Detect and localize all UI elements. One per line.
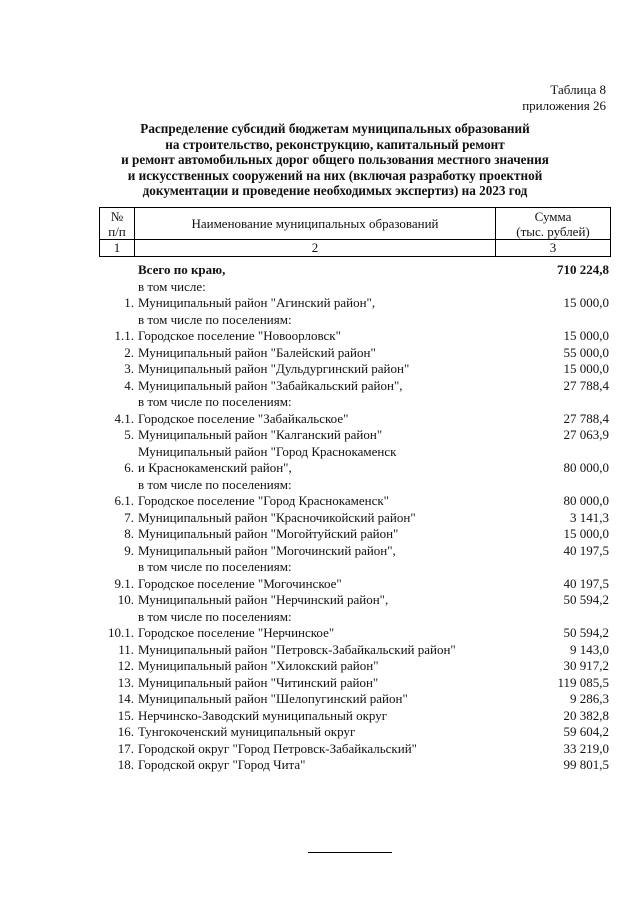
row-name: Муниципальный район "Забайкальский район", xyxy=(138,377,403,393)
table-row xyxy=(99,559,611,576)
table-row xyxy=(99,394,611,411)
row-sum: 27 788,4 xyxy=(563,410,609,426)
row-number: 18. xyxy=(117,757,134,772)
table-row xyxy=(99,427,611,444)
row-sum: 15 000,0 xyxy=(563,361,609,376)
table-row xyxy=(99,576,611,593)
table-row xyxy=(99,411,611,428)
row-name: Тунгокоченский муниципальный округ xyxy=(138,724,356,739)
row-name: в том числе по поселениям: xyxy=(138,394,292,409)
header-number: № п/п xyxy=(100,208,135,240)
table-row xyxy=(99,312,611,329)
appendix-reference: приложения 26 xyxy=(522,98,606,113)
row-number: 10.1. xyxy=(108,625,134,640)
row-name: Всего по краю, xyxy=(138,262,226,277)
header-index-3: 3 xyxy=(496,240,611,257)
table-row xyxy=(99,675,611,692)
row-number: 3. xyxy=(124,361,134,376)
table-row xyxy=(99,493,611,510)
title-line: и искусственных сооружений на них (включая разработку проектной xyxy=(127,167,543,183)
row-number: 7. xyxy=(124,509,134,525)
title-line: и ремонт автомобильных дорог общего пользования местного значения xyxy=(121,152,549,168)
table-row xyxy=(99,757,611,774)
row-name: в том числе по поселениям: xyxy=(138,559,292,574)
footer-divider xyxy=(308,852,392,853)
table-caption xyxy=(522,82,606,114)
row-name: Муниципальный район "Петровск-Забайкальский район" xyxy=(138,641,456,657)
row-sum: 33 219,0 xyxy=(563,740,609,756)
table-row xyxy=(99,642,611,659)
row-number: 2. xyxy=(124,344,134,360)
table-row xyxy=(99,724,611,741)
row-sum: 40 197,5 xyxy=(563,542,609,558)
row-sum: 15 000,0 xyxy=(563,526,609,541)
row-number: 17. xyxy=(117,740,134,756)
row-sum: 50 594,2 xyxy=(563,592,609,607)
header-name: Наименование муниципальных образований xyxy=(135,208,496,240)
row-number: 14. xyxy=(117,691,134,706)
row-number: 6.1. xyxy=(114,493,134,508)
table-row xyxy=(99,526,611,543)
row-number: 15. xyxy=(117,707,134,723)
row-name: Муниципальный район "Могойтуйский район" xyxy=(138,526,399,541)
row-name: в том числе по поселениям: xyxy=(138,311,292,327)
row-sum: 27 063,9 xyxy=(563,427,609,442)
row-name: Муниципальный район "Нерчинский район", xyxy=(138,592,389,607)
row-number: 13. xyxy=(117,674,134,690)
row-sum: 20 382,8 xyxy=(563,707,609,723)
row-number: 16. xyxy=(117,724,134,739)
row-sum: 30 917,2 xyxy=(563,658,609,673)
row-sum: 27 788,4 xyxy=(563,377,609,393)
row-sum: 710 224,8 xyxy=(557,262,609,277)
row-name: Муниципальный район "Хилокский район" xyxy=(138,658,379,673)
header-index-1: 1 xyxy=(100,240,135,257)
row-number: 5. xyxy=(124,427,134,442)
row-name: Муниципальный район "Калганский район" xyxy=(138,427,383,442)
table-row xyxy=(99,279,611,296)
row-sum: 99 801,5 xyxy=(563,757,609,772)
header-index-2: 2 xyxy=(135,240,496,257)
row-name: Городское поселение "Нерчинское" xyxy=(138,625,335,640)
table-row xyxy=(99,625,611,642)
row-sum: 9 286,3 xyxy=(570,691,609,706)
table-row xyxy=(99,328,611,345)
row-name: Городское поселение "Новоорловск" xyxy=(138,328,341,343)
table-row xyxy=(99,741,611,758)
table-row xyxy=(99,345,611,362)
table-row xyxy=(99,609,611,626)
row-name: Городской округ "Город Чита" xyxy=(138,757,306,772)
row-sum: 55 000,0 xyxy=(563,344,609,360)
table-row xyxy=(99,378,611,395)
row-sum: 40 197,5 xyxy=(563,575,609,591)
row-number: 6. xyxy=(124,460,134,475)
row-sum: 50 594,2 xyxy=(563,625,609,640)
table-row xyxy=(99,444,611,477)
row-name: Городской округ "Город Петровск-Забайкальский" xyxy=(138,740,417,756)
row-number: 12. xyxy=(117,658,134,673)
row-name: Городское поселение "Могочинское" xyxy=(138,575,342,591)
title-line: Распределение субсидий бюджетам муниципальных образований xyxy=(140,121,530,136)
table-row xyxy=(99,477,611,494)
row-number: 1. xyxy=(124,295,134,310)
table-row xyxy=(99,658,611,675)
table-row xyxy=(99,361,611,378)
row-sum: 3 141,3 xyxy=(570,509,609,525)
row-name: Нерчинско-Заводский муниципальный округ xyxy=(138,707,388,723)
row-name: Городское поселение "Забайкальское" xyxy=(138,410,349,426)
row-number: 4.1. xyxy=(114,410,134,426)
table-row xyxy=(99,543,611,560)
table-row xyxy=(99,510,611,527)
row-number: 10. xyxy=(117,592,134,607)
row-name: Муниципальный район "Агинский район", xyxy=(138,295,376,310)
row-number: 8. xyxy=(124,526,134,541)
row-number: 9. xyxy=(124,542,134,558)
row-number: 4. xyxy=(124,377,134,393)
table-number: Таблица 8 xyxy=(550,82,606,97)
row-sum: 80 000,0 xyxy=(563,493,609,508)
row-name: Муниципальный район "Балейский район" xyxy=(138,344,376,360)
table-header xyxy=(99,207,611,257)
row-name: Муниципальный район "Могочинский район", xyxy=(138,542,396,558)
row-name: в том числе по поселениям: xyxy=(138,608,292,624)
table-row xyxy=(99,295,611,312)
row-name: Муниципальный район "Красночикойский район" xyxy=(138,509,416,525)
row-name: в том числе по поселениям: xyxy=(138,476,292,492)
row-name: Муниципальный район "Шелопугинский район" xyxy=(138,691,408,706)
table-row xyxy=(99,691,611,708)
header-sum: Сумма (тыс. рублей) xyxy=(496,208,611,240)
table-row xyxy=(99,708,611,725)
row-name: Муниципальный район "Дульдургинский район" xyxy=(138,361,410,376)
row-name: Муниципальный район "Читинский район" xyxy=(138,674,379,690)
document-title xyxy=(60,121,610,199)
title-line: на строительство, реконструкцию, капитальный ремонт xyxy=(165,136,505,152)
row-sum: 80 000,0 xyxy=(563,460,609,475)
row-sum: 9 143,0 xyxy=(570,641,609,657)
row-sum: 119 085,5 xyxy=(557,674,609,690)
row-name: в том числе: xyxy=(138,278,206,294)
title-line: документации и проведение необходимых экспертиз) на 2023 год xyxy=(142,183,528,199)
table-row xyxy=(99,592,611,609)
row-name: Муниципальный район "Город Краснокаменск и Краснокаменский район", xyxy=(138,443,397,475)
row-sum: 15 000,0 xyxy=(563,328,609,343)
table-body xyxy=(99,262,611,774)
row-name: Городское поселение "Город Краснокаменск" xyxy=(138,493,389,508)
row-number: 1.1. xyxy=(114,328,134,343)
row-number: 9.1. xyxy=(114,575,134,591)
row-sum: 15 000,0 xyxy=(563,295,609,310)
row-sum: 59 604,2 xyxy=(563,724,609,739)
table-row xyxy=(99,262,611,279)
row-number: 11. xyxy=(118,641,134,657)
